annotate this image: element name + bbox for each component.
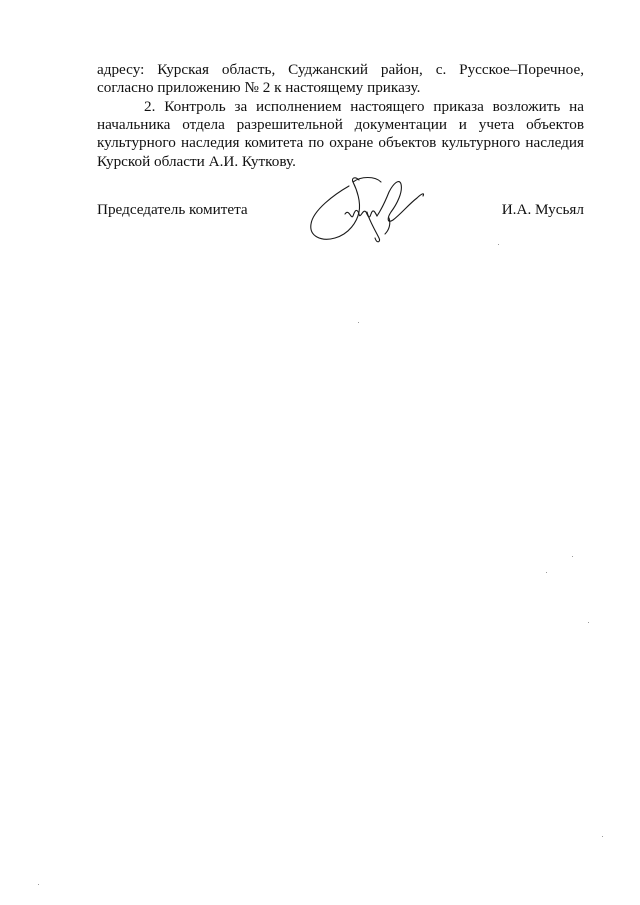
- paragraph-line: адресу: Курская область, Суджанский район, с. Русское–Поречное,: [97, 61, 584, 78]
- scan-speck: [498, 244, 499, 245]
- scan-speck: [358, 322, 359, 323]
- scan-speck: [38, 884, 39, 885]
- paragraph-address: [97, 61, 584, 97]
- paragraph-control: [97, 98, 584, 171]
- scan-speck: [546, 572, 547, 573]
- handwritten-signature: [305, 172, 430, 250]
- scan-speck: [588, 622, 589, 623]
- scan-speck: [572, 556, 573, 557]
- paragraph-line: культурного наследия комитета по охране объектов культурного наследия: [97, 134, 584, 152]
- paragraph-line: начальника отдела разрешительной документации и учета объектов: [97, 116, 584, 134]
- paragraph-line: согласно приложению № 2 к настоящему приказу.: [97, 79, 421, 97]
- signatory-name: И.А. Мусьял: [501, 201, 584, 218]
- signatory-title: Председатель комитета: [97, 201, 248, 218]
- scan-speck: [602, 836, 603, 837]
- paragraph-line: 2. Контроль за исполнением настоящего приказа возложить на: [144, 98, 584, 115]
- paragraph-line: Курской области А.И. Куткову.: [97, 152, 296, 170]
